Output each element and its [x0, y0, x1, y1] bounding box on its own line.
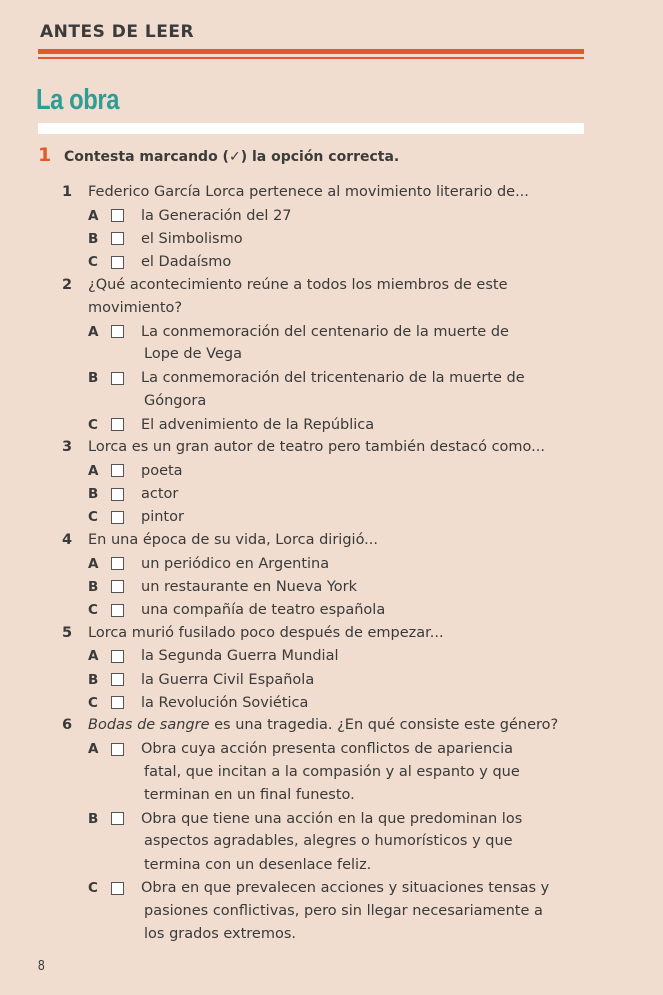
question-text — [88, 274, 508, 297]
option-a — [0, 738, 663, 761]
option-a — [0, 204, 663, 227]
option-text: pintor — [141, 509, 184, 526]
answer-checkbox[interactable] — [111, 650, 124, 663]
question-text — [88, 714, 558, 737]
question-2 — [0, 274, 663, 436]
answer-checkbox[interactable] — [111, 743, 124, 756]
exercise-number: 1 — [38, 144, 52, 166]
option-text: una compañía de teatro española — [141, 602, 386, 619]
question-text-line: movimiento? — [88, 299, 183, 316]
question-text-line: En una época de su vida, Lorca dirigió... — [88, 531, 379, 548]
question-text-line: Federico García Lorca pertenece al movimiento literario de... — [88, 184, 529, 200]
option-c — [0, 413, 663, 436]
answer-checkbox[interactable] — [111, 325, 124, 338]
option-letter: A — [88, 648, 99, 665]
answer-checkbox[interactable] — [111, 604, 124, 617]
answer-checkbox[interactable] — [111, 488, 124, 501]
option-letter: C — [88, 509, 98, 526]
option-text: un periódico en Argentina — [141, 555, 330, 572]
option-letter: A — [88, 462, 99, 479]
page-number: 8 — [38, 957, 45, 974]
exercise-heading — [38, 144, 399, 166]
option-b — [0, 483, 663, 506]
option-a — [0, 320, 663, 343]
option-text: poeta — [141, 462, 183, 479]
question-number: 3 — [62, 439, 73, 456]
option-a — [0, 552, 663, 575]
option-b — [0, 575, 663, 598]
option-text-line: Lope de Vega — [144, 346, 242, 363]
page-title: La obra — [36, 84, 120, 116]
question-number: 6 — [62, 717, 73, 734]
option-text-line: fatal, que incitan a la compasión y al espanto y que — [144, 763, 520, 780]
section-label: ANTES DE LEER — [40, 22, 195, 42]
question-3 — [0, 436, 663, 529]
option-letter: C — [88, 416, 98, 433]
option-text: la Segunda Guerra Mundial — [141, 648, 339, 665]
question-6 — [0, 714, 663, 946]
option-text: La conmemoración del centenario de la muerte de — [141, 323, 509, 340]
option-text: Obra que tiene una acción en la que predominan los — [141, 810, 523, 827]
option-c — [0, 598, 663, 621]
option-a — [0, 645, 663, 668]
option-letter: A — [88, 741, 99, 758]
work-title: Bodas de sangre — [88, 717, 210, 734]
option-b — [0, 367, 663, 390]
question-number: 5 — [62, 624, 73, 641]
option-text: Obra en que prevalecen acciones y situaciones tensas y — [141, 880, 550, 897]
option-text: el Dadaísmo — [141, 254, 232, 271]
option-text-line: terminan en un final funesto. — [144, 787, 355, 804]
option-text: El advenimiento de la República — [141, 416, 375, 433]
answer-checkbox[interactable] — [111, 372, 124, 385]
answer-checkbox[interactable] — [111, 812, 124, 825]
option-text-line: aspectos agradables, alegres o humorísticos y que — [144, 833, 513, 850]
option-letter: A — [88, 207, 99, 224]
question-text-line: Lorca es un gran autor de teatro pero también destacó como... — [88, 439, 545, 456]
option-c — [0, 251, 663, 274]
question-number: 4 — [62, 531, 73, 548]
option-letter: B — [88, 486, 99, 503]
option-c — [0, 691, 663, 714]
exercise-instruction: Contesta marcando (✓) la opción correcta. — [64, 149, 400, 165]
option-text: actor — [141, 486, 179, 503]
question-number: 1 — [62, 184, 73, 200]
option-b — [0, 807, 663, 830]
answer-checkbox[interactable] — [111, 511, 124, 524]
option-text: la Revolución Soviética — [141, 694, 309, 711]
answer-checkbox[interactable] — [111, 882, 124, 895]
option-text: el Simbolismo — [141, 230, 243, 247]
question-text-line: ¿Qué acontecimiento reúne a todos los miembros de este — [88, 276, 508, 293]
option-letter: C — [88, 602, 98, 619]
question-4 — [0, 529, 663, 622]
question-text-line: Lorca murió fusilado poco después de empezar... — [88, 624, 444, 641]
question-text — [88, 181, 529, 204]
option-text-line: termina con un desenlace feliz. — [144, 856, 372, 873]
option-b — [0, 668, 663, 691]
option-letter: B — [88, 230, 99, 247]
header-rule-thin — [38, 57, 584, 59]
answer-checkbox[interactable] — [111, 673, 124, 686]
answer-checkbox[interactable] — [111, 256, 124, 269]
option-text: un restaurante en Nueva York — [141, 578, 358, 595]
question-text-line: es una tragedia. ¿En qué consiste este género? — [209, 717, 559, 734]
option-letter: B — [88, 578, 99, 595]
option-letter: C — [88, 880, 98, 897]
option-letter: A — [88, 323, 99, 340]
option-text-line: pasiones conflictivas, pero sin llegar necesariamente a — [144, 903, 543, 920]
question-number: 2 — [62, 276, 73, 293]
question-text — [88, 529, 378, 552]
option-text: La conmemoración del tricentenario de la muerte de — [141, 370, 525, 387]
question-5 — [0, 622, 663, 715]
header-rule-thick — [38, 49, 584, 54]
option-c — [0, 506, 663, 529]
answer-checkbox[interactable] — [111, 232, 124, 245]
answer-checkbox[interactable] — [111, 464, 124, 477]
option-letter: A — [88, 555, 99, 572]
question-text — [88, 436, 545, 459]
title-underline-bar — [38, 123, 584, 134]
answer-checkbox[interactable] — [111, 557, 124, 570]
option-text: Obra cuya acción presenta conflictos de apariencia — [141, 741, 514, 758]
option-letter: B — [88, 671, 99, 688]
option-a — [0, 459, 663, 482]
option-text-line: los grados extremos. — [144, 926, 297, 943]
answer-checkbox[interactable] — [111, 696, 124, 709]
option-letter: C — [88, 254, 98, 271]
question-1 — [0, 181, 663, 274]
answer-checkbox[interactable] — [111, 418, 124, 431]
option-text: la Generación del 27 — [141, 207, 292, 224]
option-text: la Guerra Civil Española — [141, 671, 315, 688]
option-letter: B — [88, 810, 99, 827]
option-letter: B — [88, 370, 99, 387]
option-c — [0, 877, 663, 900]
answer-checkbox[interactable] — [111, 209, 124, 222]
answer-checkbox[interactable] — [111, 580, 124, 593]
question-list — [0, 181, 663, 946]
option-b — [0, 227, 663, 250]
option-letter: C — [88, 694, 98, 711]
option-text-line: Góngora — [144, 392, 207, 409]
question-text — [88, 622, 444, 645]
